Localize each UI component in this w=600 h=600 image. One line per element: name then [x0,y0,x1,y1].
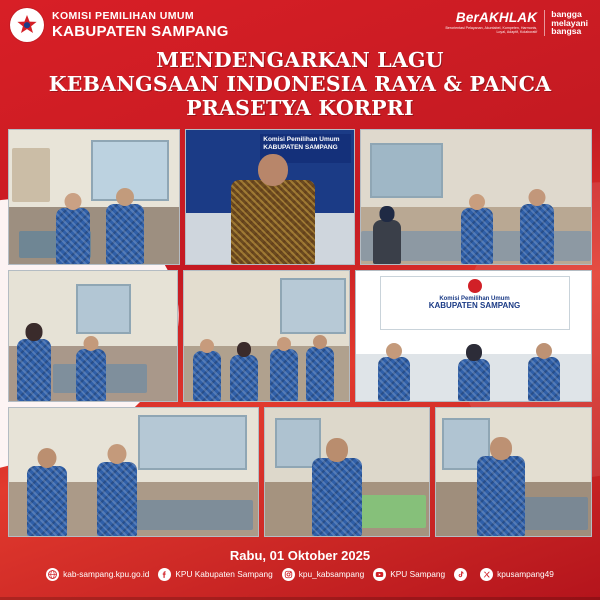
social-x-label: kpusampang49 [497,569,554,580]
social-facebook[interactable] [158,568,272,581]
berakhlak-subtitle: Berorientasi Pelayanan, Akuntabel, Kompeten, Harmonis, Loyal, Adaptif, Kolaboratif [445,26,538,35]
brand-text [52,11,229,40]
event-date: Rabu, 01 Oktober 2025 [229,547,371,563]
kpu-logo-icon [10,8,44,42]
youtube-icon [373,568,386,581]
photo-group-standing [183,270,350,402]
bangga-line3: bangsa [551,26,582,37]
social-website[interactable] [46,568,149,581]
title-line-3: PRASETYA KORPRI [186,96,414,121]
photo-row [8,270,592,402]
tiktok-icon [454,568,467,581]
berakhlak-title: BerAKHLAK [455,10,538,25]
poster-header [0,0,600,42]
bangga-line2: melayani [551,17,588,28]
backdrop-text: Komisi Pemilihan Umum KABUPATEN SAMPANG [263,136,340,152]
social-facebook-label: KPU Kabupaten Sampang [175,569,273,580]
instagram-icon [282,568,295,581]
bangga-line1: bangga [551,9,582,19]
photo-man-batik-podium [185,129,355,265]
banner-line2: KABUPATEN SAMPANG [428,301,521,311]
photo-row [8,407,592,537]
social-youtube-label: KPU Sampang [390,569,446,580]
social-instagram[interactable] [282,568,365,581]
org-name-line2: KABUPATEN SAMPANG [52,22,229,40]
social-youtube[interactable] [373,568,445,581]
banner-line1: Komisi Pemilihan Umum [439,295,510,302]
photo-two-men-office [8,407,259,537]
social-x-twitter[interactable] [480,568,554,581]
photo-row [8,129,592,265]
berakhlak-block [441,8,588,36]
facebook-icon [158,568,171,581]
photo-grid [0,129,600,537]
photo-staff-office-row [8,270,178,402]
brand-block [10,8,229,42]
x-twitter-icon [480,568,493,581]
kpu-emblem-icon [468,279,482,293]
title-line-2: KEBANGSAAN INDONESIA RAYA & PANCA [48,72,552,97]
photo-office-staff-standing [8,129,180,265]
social-website-label: kab-sampang.kpu.go.id [63,569,150,580]
social-bar [0,568,600,587]
kpu-backdrop-banner [380,276,570,330]
social-instagram-label: kpu_kabsampang [298,569,365,580]
poster-title [0,42,600,129]
social-tiktok[interactable] [454,568,471,581]
photo-staff-backdrop-kpu [355,270,592,402]
photo-man-standing-room [264,407,430,537]
org-name-line1: KOMISI PEMILIHAN UMUM [52,9,194,22]
bangga-melayani-bangsa [544,10,588,36]
photo-man-blue-batik [435,407,592,537]
globe-icon [46,568,59,581]
photo-staff-meeting-room [360,129,592,265]
title-line-1: MENDENGARKAN LAGU [156,48,444,72]
